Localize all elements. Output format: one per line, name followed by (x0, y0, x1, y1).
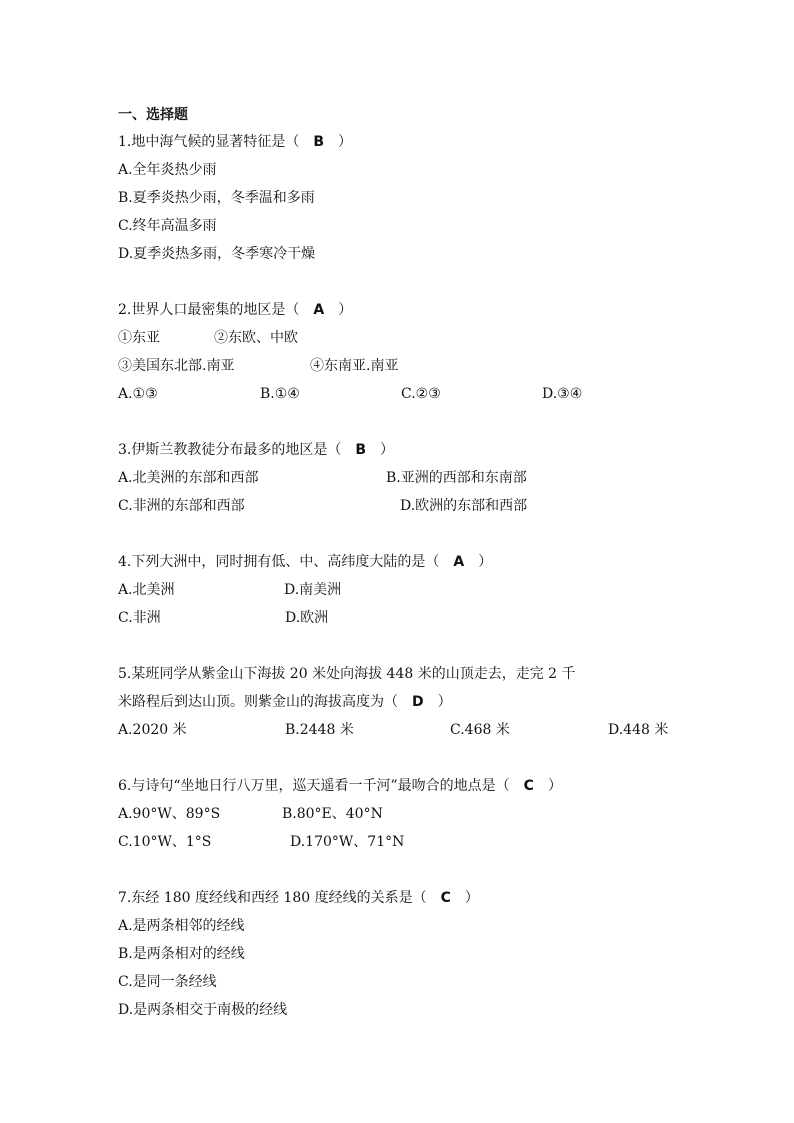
question-stem-text: 7.东经 180 度经线和西经 180 度经线的关系是（ (118, 890, 427, 906)
question-1-option-d: D.夏季炎热多雨，冬季寒冷干燥 (118, 246, 316, 262)
question-7-answer: C (440, 890, 451, 906)
question-7-stem (118, 884, 479, 912)
question-2-option-c: C.②③ (401, 386, 441, 402)
question-2-option-d: D.③④ (542, 386, 583, 402)
question-3-stem (118, 436, 394, 464)
question-4-stem (118, 548, 492, 576)
question-stem-text: 2.世界人口最密集的地区是（ (118, 302, 300, 318)
question-5-option-d: D.448 米 (608, 722, 669, 738)
question-5-option-b: B.2448 米 (285, 722, 354, 738)
question-7-option-b: B.是两条相对的经线 (118, 946, 245, 962)
close-paren: ） (478, 554, 493, 570)
question-7-option-c: C.是同一条经线 (118, 974, 217, 990)
question-5-answer: D (412, 694, 424, 710)
question-3-option-b: B.亚洲的西部和东南部 (386, 470, 527, 486)
question-2-answer: A (313, 302, 325, 318)
close-paren: ） (338, 302, 353, 318)
question-4-answer: A (453, 554, 465, 570)
question-4-option-a: A.北美洲 (118, 582, 175, 598)
question-2-option-a: A.①③ (118, 386, 158, 402)
question-stem-text: 4.下列大洲中，同时拥有低、中、高纬度大陆的是（ (118, 554, 440, 570)
question-stem-text: 1.地中海气候的显著特征是（ (118, 134, 300, 150)
question-stem-text: 米路程后到达山顶。则紫金山的海拔高度为（ (118, 694, 398, 710)
question-6-option-b: B.80°E、40°N (282, 806, 383, 822)
close-paren: ） (338, 134, 353, 150)
question-6-answer: C (523, 778, 534, 794)
question-1-stem (118, 128, 352, 156)
question-stem-text: 3.伊斯兰教教徒分布最多的地区是（ (118, 442, 342, 458)
question-3-option-d: D.欧洲的东部和西部 (400, 498, 528, 514)
question-1-option-b: B.夏季炎热少雨，冬季温和多雨 (118, 190, 315, 206)
question-1-option-a: A.全年炎热少雨 (118, 162, 217, 178)
question-2-item-1: ①东亚 (118, 330, 160, 346)
close-paren: ） (380, 442, 395, 458)
question-5-stem-line-1: 5.某班同学从紫金山下海拔 20 米处向海拔 448 米的山顶走去，走完 2 千 (118, 666, 576, 682)
question-2-stem (118, 296, 352, 324)
question-7-option-a: A.是两条相邻的经线 (118, 918, 245, 934)
question-1-answer: B (313, 134, 325, 150)
question-6-option-d: D.170°W、71°N (290, 834, 405, 850)
close-paren: ） (464, 890, 479, 906)
question-4-option-c: C.非洲 (118, 610, 161, 626)
question-5-stem-line-2 (118, 688, 452, 716)
question-stem-text: 6.与诗句“坐地日行八万里，巡天遥看一千河”最吻合的地点是（ (118, 778, 510, 794)
question-2-option-b: B.①④ (260, 386, 300, 402)
question-6-option-a: A.90°W、89°S (118, 806, 221, 822)
question-4-option-d-first: D.南美洲 (284, 582, 342, 598)
close-paren: ） (547, 778, 562, 794)
question-6-option-c: C.10°W、1°S (118, 834, 212, 850)
question-6-stem (118, 772, 562, 800)
question-4-option-d: D.欧洲 (285, 610, 329, 626)
question-2-item-2: ②东欧、中欧 (214, 330, 298, 346)
question-3-option-c: C.非洲的东部和西部 (118, 498, 245, 514)
question-3-option-a: A.北美洲的东部和西部 (118, 470, 259, 486)
question-3-answer: B (355, 442, 367, 458)
question-5-option-c: C.468 米 (450, 722, 510, 738)
question-5-option-a: A.2020 米 (118, 722, 187, 738)
section-title: 一、选择题 (118, 107, 188, 123)
close-paren: ） (437, 694, 452, 710)
question-1-option-c: C.终年高温多雨 (118, 218, 217, 234)
question-7-option-d: D.是两条相交于南极的经线 (118, 1002, 288, 1018)
question-2-item-4: ④东南亚.南亚 (310, 358, 399, 374)
question-2-item-3: ③美国东北部.南亚 (118, 358, 235, 374)
